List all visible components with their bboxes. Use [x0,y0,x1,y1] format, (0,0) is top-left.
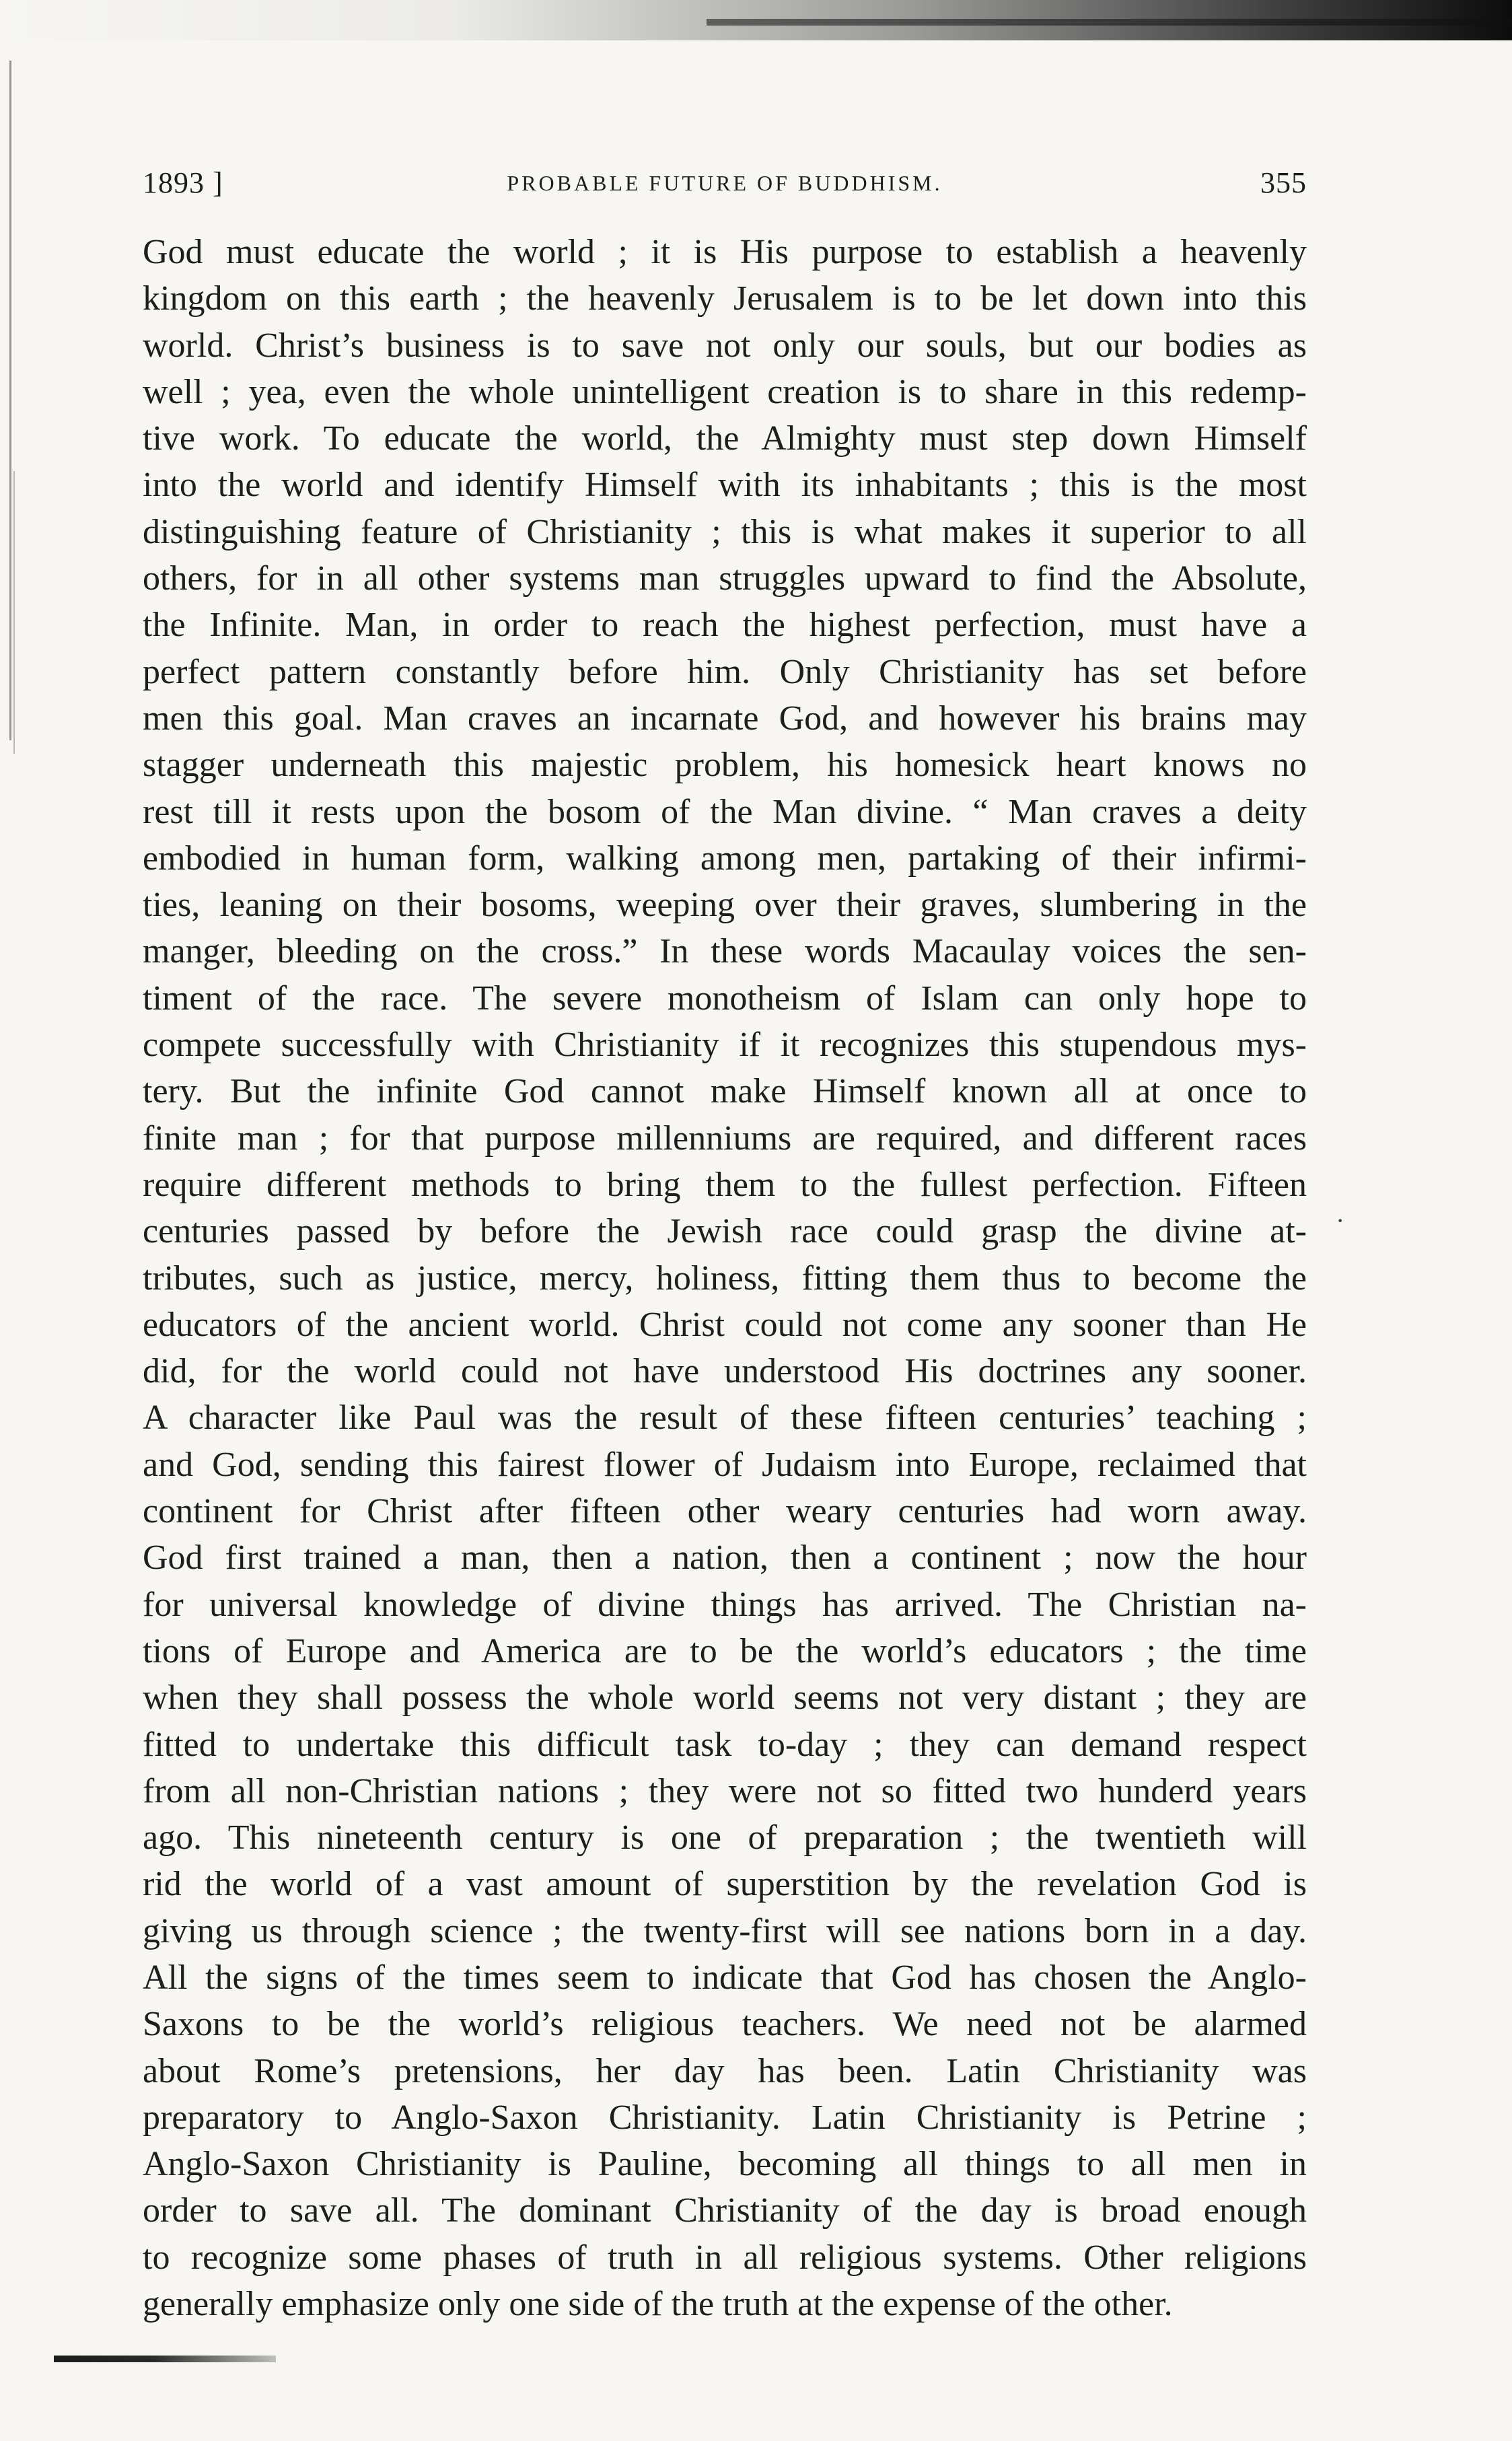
text-line: for universal knowledge of divine things has arrived. The Christian na- [143,1585,1307,1624]
text-line: stagger underneath this majestic problem, his homesick heart knows no [143,746,1307,785]
text-line: perfect pattern constantly before him. Only Christianity has set before [143,652,1307,691]
text-line: rid the world of a vast amount of superstition by the revelation God is [143,1865,1307,1904]
text-line: ties, leaning on their bosoms, weeping over their graves, slumbering in the [143,886,1307,925]
text-line: A character like Paul was the result of these fifteen centuries’ teaching ; [143,1399,1307,1438]
text-line: into the world and identify Himself with its inhabitants ; this is the most [143,466,1307,505]
scan-left-margin-line-faint [13,471,15,754]
margin-speck: · [1336,1205,1345,1236]
scan-left-margin-line [9,61,11,740]
text-line: ago. This nineteenth century is one of preparation ; the twentieth will [143,1818,1307,1858]
text-line: did, for the world could not have understood His doctrines any sooner. [143,1352,1307,1391]
text-line: the Infinite. Man, in order to reach the highest perfection, must have a [143,606,1307,645]
text-line: tributes, such as justice, mercy, holiness, fitting them thus to become the [143,1259,1307,1298]
text-line: preparatory to Anglo-Saxon Christianity. Latin Christianity is Petrine ; [143,2098,1307,2137]
text-line: from all non-Christian nations ; they were not so fitted two hunderd years [143,1771,1307,1810]
text-line: order to save all. The dominant Christianity of the day is broad enough [143,2191,1307,2230]
text-line: to recognize some phases of truth in all religious systems. Other religions [143,2238,1307,2277]
page-header [143,166,1307,206]
text-line: giving us through science ; the twenty-first will see nations born in a day. [143,1911,1307,1950]
text-line: All the signs of the times seem to indicate that God has chosen the Anglo- [143,1958,1307,1997]
text-line: fitted to undertake this difficult task to-day ; they can demand respect [143,1725,1307,1764]
text-line: Anglo-Saxon Christianity is Pauline, becoming all things to all men in [143,2145,1307,2184]
text-line: others, for in all other systems man struggles upward to find the Absolute, [143,559,1307,598]
scan-bottom-mark [54,2356,276,2362]
text-line: embodied in human form, walking among men, partaking of their infirmi- [143,839,1307,878]
text-line: when they shall possess the whole world seems not very distant ; they are [143,1678,1307,1718]
text-line: Saxons to be the world’s religious teachers. We need not be alarmed [143,2005,1307,2044]
text-line: tive work. To educate the world, the Almighty must step down Himself [143,419,1307,458]
text-line: manger, bleeding on the cross.” In these words Macaulay voices the sen- [143,932,1307,971]
text-line: God must educate the world ; it is His purpose to establish a heavenly [143,233,1307,271]
text-line: tions of Europe and America are to be the world’s educators ; the time [143,1631,1307,1670]
running-title: PROBABLE FUTURE OF BUDDHISM. [507,171,943,195]
text-line: about Rome’s pretensions, her day has been. Latin Christianity was [143,2051,1307,2090]
text-line: tery. But the infinite God cannot make Himself known all at once to [143,1072,1307,1111]
text-line: and God, sending this fairest flower of Judaism into Europe, reclaimed that [143,1445,1307,1484]
text-line: finite man ; for that purpose millenniums are required, and different races [143,1119,1307,1158]
text-line: educators of the ancient world. Christ could not come any sooner than He [143,1305,1307,1344]
text-line: require different methods to bring them to the fullest perfection. Fifteen [143,1165,1307,1204]
text-line: compete successfully with Christianity if it recognizes this stupendous mys- [143,1026,1307,1065]
page-number: 355 [1260,166,1307,199]
text-line: rest till it rests upon the bosom of the Man divine. “ Man craves a deity [143,792,1307,831]
scan-top-edge [707,19,1512,26]
text-line: God first trained a man, then a nation, then a continent ; now the hour [143,1538,1307,1578]
text-line: distinguishing feature of Christianity ; this is what makes it superior to all [143,512,1307,551]
body-text [143,229,1307,2327]
text-line: continent for Christ after fifteen other weary centuries had worn away. [143,1492,1307,1531]
text-line: centuries passed by before the Jewish race could grasp the divine at- [143,1212,1307,1251]
text-line: world. Christ’s business is to save not only our souls, but our bodies as [143,326,1307,365]
text-line: timent of the race. The severe monotheism of Islam can only hope to [143,979,1307,1018]
text-line: well ; yea, even the whole unintelligent creation is to share in this redemp- [143,372,1307,411]
text-line: men this goal. Man craves an incarnate God, and however his brains may [143,699,1307,738]
header-year: 1893 ] [143,166,223,199]
text-line: kingdom on this earth ; the heavenly Jerusalem is to be let down into this [143,279,1307,318]
text-line: generally emphasize only one side of the truth at the expense of the other. [143,2285,1173,2324]
